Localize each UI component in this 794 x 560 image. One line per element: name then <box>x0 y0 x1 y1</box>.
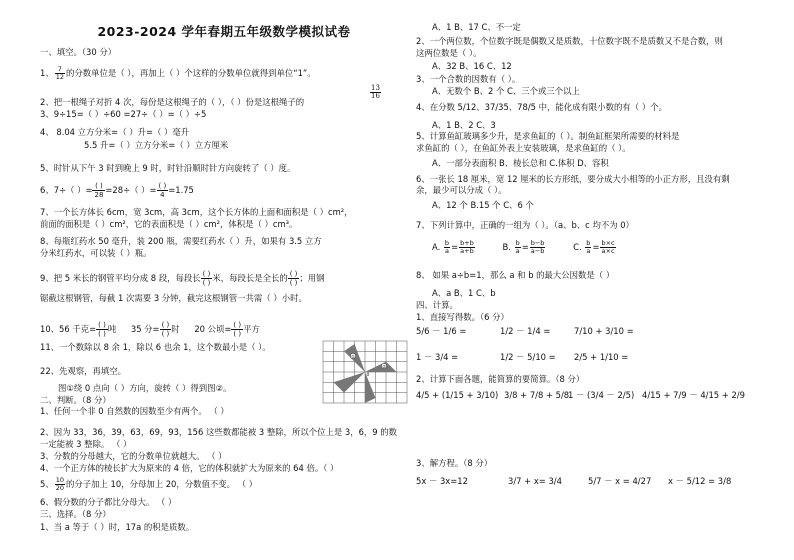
direct-calc-5: 1/2 － 5/10 = <box>500 352 556 362</box>
question-2: 2、把一根绳子对折 4 次，每份是这根绳子的（ ），（ ）份是这根绳子的 <box>40 97 305 107</box>
equation-3: 5/7 － x = 4/27 <box>588 476 652 486</box>
origin-label: 0 <box>366 373 370 378</box>
choice-3-options: A、无数个 B、2 个 C、三个或三个以上 <box>432 86 580 96</box>
section-fill-blank-heading: 一、填空。（30 分） <box>40 47 117 57</box>
section-judge-heading: 二、判断。（8 分） <box>40 395 111 405</box>
simplify-calc-2: 3/8 + 7/8 + 5/8 <box>504 390 570 400</box>
calc-3-heading: 3、解方程。（8 分） <box>416 458 493 468</box>
direct-calc-3: 7/10 + 3/10 = <box>574 326 634 336</box>
calc-1-heading: 1、直接写得数。（6 分） <box>416 312 509 322</box>
question-11: 11、一个数除以 8 余 1，除以 6 也余 1，这个数最小是（ ）。 <box>40 342 271 352</box>
choice-7-options: A. $\frac{b}{a}$ = $\frac{b+b}{a+b}$ B. $\frac{b}{a}$ = $\frac{b-b}{a-b}$ C. $\frac{b}{a}$ = $\frac{b\times c}{a\times c}$ <box>432 239 615 255</box>
choice-1: 1、当 a 等于（ ）时，17a 的积是质数。 <box>40 522 195 532</box>
question-5: 5、时针从下午 3 时到晚上 9 时，时针沿顺时针方向旋转了（ ）度。 <box>40 163 296 173</box>
direct-calc-1: 5/6 － 1/6 = <box>416 326 467 336</box>
question-10: 10、56 千克= $\frac{( )}{( )}$ 吨 35 分= $\frac{( )}{( )}$ 时 20 公顷= $\frac{( )}{( )}$ 平方 <box>40 321 260 338</box>
question-7b: 前面的面积是（ ）cm²，它的表面积是（ ）cm²，体积是（ ）cm³。 <box>40 219 298 229</box>
calc-2-heading: 2、计算下面各题，能简算的要简算。（8 分） <box>416 374 585 384</box>
choice-2b: 这两位数是（ ）。 <box>416 48 482 58</box>
choice-4-options: A、1 B、2 C、3 <box>432 120 496 130</box>
question-8a: 8、每瓶红药水 50 毫升，装 200 瓶，需要红药水（ ）升，如果有 3.5 立方 <box>40 236 322 246</box>
question-9b: 锯截这根钢管，每截 1 次需要 3 分钟，截完这根钢管一共需（ ）小时。 <box>40 293 307 303</box>
choice-8-options: A、a B、1 C、b <box>432 288 496 298</box>
label-2: ② <box>382 363 386 369</box>
choice-5b: 求鱼缸的（ ），在鱼缸外表上安装玻璃，是求鱼缸的（ ）。 <box>416 143 631 153</box>
label-1: ① <box>351 353 355 359</box>
choice-1-options: A、1 B、17 C、不一定 <box>432 22 521 32</box>
choice-4: 4、在分数 5/12、37/35、78/5 中，能化成有限小数的有（ ）个。 <box>416 102 667 112</box>
choice-7: 7、下列计算中，正确的一组为（ ）。（a、b、c 均不为 0） <box>416 220 634 230</box>
question-4a: 4、 8.04 立方分米=（ ）升=（ ）毫升 <box>40 127 190 137</box>
fraction-13-16: $\frac{13}{16}$ <box>371 84 380 100</box>
simplify-calc-1: 4/5 + (1/15 + 3/10) <box>416 390 499 400</box>
choice-6a: 6、一张长 18 厘米，宽 12 厘米的长方形纸，要分成大小相等的小正方形，且没有剩 <box>416 174 730 184</box>
question-6: 6、7÷（ ）= $\frac{( )}{28}$ =28÷（ ）= $\frac{( )}{4}$ =1.75 <box>40 182 194 199</box>
direct-calc-2: 1/2 － 1/4 = <box>500 326 551 336</box>
section-calc-heading: 四、计算。 <box>416 300 458 310</box>
equation-2: 3/7 + x= 3/4 <box>508 476 562 486</box>
fraction-7-12: $\frac{7}{12}$ <box>55 65 64 81</box>
choice-6b: 余，最少可以分成（ ）。 <box>416 185 507 195</box>
judge-6: 6、假分数的分子都比分母大。 （ ） <box>40 497 177 507</box>
judge-2b: 一定能被 3 整除。 （ ） <box>40 439 132 449</box>
choice-3: 3、一个合数的因数有（ ）。 <box>416 74 521 84</box>
question-4b: 5.5 升=（ ）立方分米=（ ）立方厘米 <box>84 140 229 150</box>
judge-3: 3、分数的分母越大，它的分数单位就越大。 （ ） <box>40 451 227 461</box>
choice-5a: 5、计算鱼缸玻璃多少升，是求鱼缸的（ ）。制鱼缸框架所需要的材料是 <box>416 131 680 141</box>
equation-4: x － 5/12 = 3/8 <box>668 476 732 486</box>
simplify-calc-3: 1 － (3/4 － 2/5) <box>568 390 635 400</box>
equation-1: 5x － 3x=12 <box>416 476 468 486</box>
question-9a: 9、把 5 米长的钢管平均分成 8 段，每段长 $\frac{( )}{( )}$ 米，每段长是全长的 $\frac{( )}{( )}$ ；用钢 <box>40 270 325 287</box>
judge-4: 4、一个正方体的棱长扩大为原来的 4 倍，它的体积就扩大为原来的 64 倍。（ ） <box>40 463 339 473</box>
choice-6-options: A、12 个 B.15 个 C、6 个 <box>432 200 534 210</box>
direct-calc-4: 1 － 3/4 = <box>416 352 459 362</box>
choice-2a: 2、一个两位数，个位数字既是偶数又是质数，十位数字既不是质数又不是合数，则 <box>416 36 723 46</box>
judge-2a: 2、因为 33，36，39，63，69，93，156 这些数都能被 3 整除，所以个位上是 3，6，9 的数 <box>40 427 398 437</box>
simplify-calc-4: 4/15 + 7/9 － 4/15 + 2/9 <box>642 390 745 400</box>
judge-1: 1、任何一个非 0 自然数的因数至少有两个。 （ ） <box>40 406 229 416</box>
choice-8: 8、 如果 a÷b=1，那么 a 和 b 的最大公因数是（ ） <box>416 270 615 280</box>
question-7a: 7、一个长方体长 6cm，宽 3cm，高 3cm，这个长方体的上面和面积是（ ）cm²， <box>40 207 353 217</box>
choice-5-options: A、一部分表面积 B、棱长总和 C.体积 D、容积 <box>432 158 609 168</box>
judge-5: 5、 $\frac{10}{20}$ 的分子加上 10，分母加上 20，分数值不变。 （ ） <box>40 476 258 492</box>
question-12b: 图①绕 0 点向（ ）方向，旋转（ ）得到图②。 <box>58 383 232 393</box>
choice-2-options: A、32 B、16 C、12 <box>432 61 512 71</box>
rotation-grid-figure <box>322 340 408 404</box>
question-8b: 分米红药水，可以装（ ）瓶。 <box>40 248 152 258</box>
shape-2 <box>365 362 397 372</box>
question-1: 1、 $\frac{7}{12}$ 的分数单位是（ ），再加上（ ）个这样的分数单位就得到单位“1”。 <box>40 65 316 81</box>
exam-title: 2023-2024 学年春期五年级数学模拟试卷 <box>97 24 351 39</box>
question-3: 3、9÷15=（ ）÷60 =27÷（ ）=（ ）÷5 <box>40 109 207 119</box>
direct-calc-6: 2/5 + 1/10 = <box>574 352 629 362</box>
question-12a: 22、先观察，再填空。 <box>40 366 127 376</box>
section-choice-heading: 三、选择。（8 分） <box>40 509 111 519</box>
